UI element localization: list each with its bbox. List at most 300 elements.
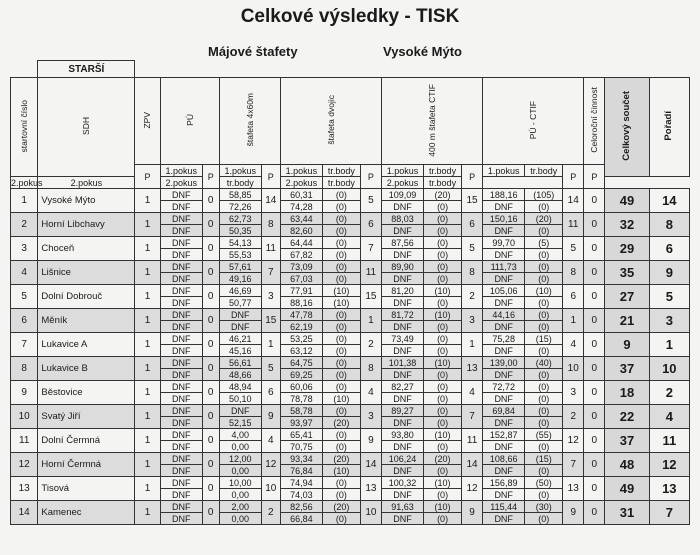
pu-ctif-attempt-1: 75,28: [483, 333, 525, 345]
relay-4x60-attempt-2: 0,00: [219, 465, 261, 477]
relay-4x60-points: 9: [261, 405, 280, 429]
relay-4x60-attempt-1: 54,13: [219, 237, 261, 249]
relay-4x60-attempt-2: 49,16: [219, 273, 261, 285]
ctif-400-attempt-1: 82,27: [381, 381, 423, 393]
pairs-penalty-1: (0): [322, 429, 360, 441]
pairs-points: 7: [360, 237, 381, 261]
pairs-attempt-1: 60,06: [280, 381, 322, 393]
start-number: 6: [11, 309, 38, 333]
pairs-penalty-2: (0): [322, 249, 360, 261]
pairs-attempt-1: 47,78: [280, 309, 322, 321]
ctif-400-penalty-1: (10): [424, 501, 462, 513]
pu-attempt-1: DNF: [160, 453, 202, 465]
pu-ctif-attempt-2: DNF: [483, 273, 525, 285]
pairs-attempt-1: 53,25: [280, 333, 322, 345]
pu-ctif-attempt-1: 152,87: [483, 429, 525, 441]
zpv-points: 1: [135, 381, 160, 405]
pairs-attempt-1: 64,44: [280, 237, 322, 249]
ctif-400-penalty-2: (0): [424, 249, 462, 261]
pu-ctif-attempt-2: DNF: [483, 345, 525, 357]
ctif-400-attempt-2: DNF: [381, 441, 423, 453]
ctif-400-points: 9: [462, 501, 483, 525]
pu-ctif-penalty-1: (105): [525, 189, 563, 201]
relay-4x60-attempt-2: 50,35: [219, 225, 261, 237]
pu-ctif-attempt-1: 72,72: [483, 381, 525, 393]
team-name: Tisová: [38, 477, 135, 501]
pu-attempt-1: DNF: [160, 309, 202, 321]
relay-4x60-attempt-2: 52,15: [219, 417, 261, 429]
start-number: 11: [11, 429, 38, 453]
pu-ctif-points: 3: [563, 381, 584, 405]
pairs-attempt-2: 69,25: [280, 369, 322, 381]
total-sum: 21: [605, 309, 649, 333]
ctif-400-points: 6: [462, 213, 483, 237]
pu-attempt-2: DNF: [160, 345, 202, 357]
pu-attempt-1: DNF: [160, 261, 202, 273]
pu-ctif-attempt-2: DNF: [483, 225, 525, 237]
celorocni-points: 0: [584, 477, 605, 501]
pu-ctif-attempt-1: 69,84: [483, 405, 525, 417]
ctif-400-penalty-2: (0): [424, 273, 462, 285]
relay-4x60-points: 4: [261, 429, 280, 453]
ctif-400-attempt-2: DNF: [381, 489, 423, 501]
team-name: Měník: [38, 309, 135, 333]
relay-4x60-attempt-2: 0,00: [219, 441, 261, 453]
celorocni-points: 0: [584, 429, 605, 453]
pairs-points: 6: [360, 213, 381, 237]
pu-attempt-1: DNF: [160, 501, 202, 513]
team-name: Choceň: [38, 237, 135, 261]
ctif-400-attempt-1: 89,27: [381, 405, 423, 417]
relay-4x60-points: 10: [261, 477, 280, 501]
pu-ctif-penalty-2: (0): [525, 513, 563, 525]
pairs-points: 10: [360, 501, 381, 525]
pairs-penalty-1: (0): [322, 309, 360, 321]
pu-ctif-attempt-1: 111,73: [483, 261, 525, 273]
pairs-penalty-1: (0): [322, 381, 360, 393]
pairs-attempt-2: 82,60: [280, 225, 322, 237]
pu-ctif-attempt-1: 99,70: [483, 237, 525, 249]
pu-points: 0: [202, 453, 219, 477]
pu-ctif-penalty-2: (0): [525, 465, 563, 477]
pairs-attempt-2: 67,82: [280, 249, 322, 261]
relay-4x60-attempt-1: 2,00: [219, 501, 261, 513]
ctif-400-attempt-2: DNF: [381, 249, 423, 261]
pu-attempt-2: DNF: [160, 417, 202, 429]
relay-4x60-points: 5: [261, 357, 280, 381]
pu-attempt-2: DNF: [160, 465, 202, 477]
sub-400m-pokus1: 1.pokus: [381, 165, 423, 177]
pu-ctif-penalty-2: (0): [525, 441, 563, 453]
final-rank: 3: [649, 309, 689, 333]
zpv-points: 1: [135, 477, 160, 501]
ctif-400-points: 12: [462, 477, 483, 501]
pairs-points: 15: [360, 285, 381, 309]
pairs-attempt-2: 70,75: [280, 441, 322, 453]
ctif-400-attempt-1: 73,49: [381, 333, 423, 345]
pairs-penalty-1: (10): [322, 285, 360, 297]
header-pu: PÚ: [184, 114, 195, 126]
pairs-penalty-2: (20): [322, 417, 360, 429]
pu-ctif-attempt-2: DNF: [483, 489, 525, 501]
team-name: Dolní Dobrouč: [38, 285, 135, 309]
start-number: 8: [11, 357, 38, 381]
team-name: Běstovice: [38, 381, 135, 405]
pairs-attempt-2: 93,97: [280, 417, 322, 429]
zpv-points: 1: [135, 453, 160, 477]
pu-ctif-penalty-1: (15): [525, 453, 563, 465]
pu-ctif-points: 10: [563, 357, 584, 381]
pu-ctif-attempt-1: 156,89: [483, 477, 525, 489]
pu-attempt-1: DNF: [160, 333, 202, 345]
pu-ctif-points: 6: [563, 285, 584, 309]
ctif-400-penalty-2: (0): [424, 489, 462, 501]
pu-attempt-2: DNF: [160, 489, 202, 501]
ctif-400-penalty-2: (0): [424, 393, 462, 405]
sub-400m-trbody2: tr.body: [322, 177, 360, 189]
start-number: 14: [11, 501, 38, 525]
ctif-400-attempt-1: 100,32: [381, 477, 423, 489]
pu-attempt-2: DNF: [160, 321, 202, 333]
sub-ctif-p: P: [563, 165, 584, 189]
sub-400m-pokus2: 2.pokus: [280, 177, 322, 189]
celorocni-points: 0: [584, 261, 605, 285]
pu-attempt-2: DNF: [160, 393, 202, 405]
pu-points: 0: [202, 477, 219, 501]
final-rank: 4: [649, 405, 689, 429]
pu-ctif-attempt-1: 44,16: [483, 309, 525, 321]
start-number: 9: [11, 381, 38, 405]
pairs-attempt-2: 67,03: [280, 273, 322, 285]
pairs-attempt-1: 64,75: [280, 357, 322, 369]
pairs-penalty-1: (0): [322, 357, 360, 369]
pu-ctif-penalty-1: (10): [525, 285, 563, 297]
pairs-attempt-2: 62,19: [280, 321, 322, 333]
ctif-400-penalty-2: (0): [424, 201, 462, 213]
ctif-400-attempt-1: 81,72: [381, 309, 423, 321]
zpv-points: 1: [135, 285, 160, 309]
pairs-points: 11: [360, 261, 381, 285]
start-number: 5: [11, 285, 38, 309]
sub-pu-p: P: [202, 165, 219, 189]
pairs-penalty-2: (0): [322, 345, 360, 357]
pu-attempt-2: DNF: [160, 369, 202, 381]
pu-ctif-attempt-2: DNF: [483, 321, 525, 333]
sub-zpv-p: P: [135, 165, 160, 189]
total-sum: 37: [605, 429, 649, 453]
ctif-400-points: 13: [462, 357, 483, 381]
pu-attempt-2: DNF: [160, 441, 202, 453]
pu-ctif-penalty-1: (30): [525, 501, 563, 513]
team-name: Horní Libchavy: [38, 213, 135, 237]
pairs-penalty-1: (0): [322, 213, 360, 225]
total-sum: 31: [605, 501, 649, 525]
relay-4x60-attempt-2: DNF: [219, 321, 261, 333]
header-start-no: startovní číslo: [19, 99, 30, 153]
relay-4x60-points: 3: [261, 285, 280, 309]
pu-points: 0: [202, 285, 219, 309]
relay-4x60-attempt-1: 48,94: [219, 381, 261, 393]
sub-stafeta-pokus2: 2.pokus: [38, 177, 135, 189]
zpv-points: 1: [135, 501, 160, 525]
pu-ctif-attempt-1: 150,16: [483, 213, 525, 225]
total-sum: 18: [605, 381, 649, 405]
team-name: Horní Čermná: [38, 453, 135, 477]
pairs-penalty-1: (0): [322, 405, 360, 417]
relay-4x60-attempt-1: 46,21: [219, 333, 261, 345]
pu-ctif-attempt-2: DNF: [483, 369, 525, 381]
pairs-penalty-2: (10): [322, 393, 360, 405]
pairs-attempt-2: 78,78: [280, 393, 322, 405]
pu-ctif-points: 8: [563, 261, 584, 285]
pu-points: 0: [202, 429, 219, 453]
relay-4x60-attempt-1: 10,00: [219, 477, 261, 489]
pu-ctif-points: 5: [563, 237, 584, 261]
celorocni-points: 0: [584, 213, 605, 237]
pu-ctif-penalty-1: (0): [525, 309, 563, 321]
ctif-400-attempt-1: 109,09: [381, 189, 423, 201]
pu-ctif-penalty-2: (0): [525, 393, 563, 405]
pu-attempt-2: DNF: [160, 297, 202, 309]
relay-4x60-attempt-1: DNF: [219, 405, 261, 417]
pairs-attempt-2: 74,28: [280, 201, 322, 213]
sub-celorocni-p: P: [584, 165, 605, 189]
relay-4x60-points: 1: [261, 333, 280, 357]
pu-points: 0: [202, 333, 219, 357]
pu-points: 0: [202, 309, 219, 333]
pairs-attempt-1: 93,34: [280, 453, 322, 465]
pairs-attempt-2: 63,12: [280, 345, 322, 357]
ctif-400-attempt-1: 91,63: [381, 501, 423, 513]
pairs-penalty-2: (0): [322, 441, 360, 453]
pu-ctif-penalty-2: (0): [525, 273, 563, 285]
pu-ctif-points: 4: [563, 333, 584, 357]
ctif-400-points: 11: [462, 429, 483, 453]
ctif-400-attempt-1: 81,20: [381, 285, 423, 297]
pu-ctif-points: 11: [563, 213, 584, 237]
pairs-attempt-1: 63,44: [280, 213, 322, 225]
final-rank: 2: [649, 381, 689, 405]
pu-ctif-penalty-1: (55): [525, 429, 563, 441]
final-rank: 6: [649, 237, 689, 261]
ctif-400-penalty-2: (0): [424, 465, 462, 477]
pu-points: 0: [202, 261, 219, 285]
relay-4x60-points: 2: [261, 501, 280, 525]
pu-ctif-points: 13: [563, 477, 584, 501]
zpv-points: 1: [135, 237, 160, 261]
pu-ctif-penalty-2: (0): [525, 201, 563, 213]
celorocni-points: 0: [584, 237, 605, 261]
pu-attempt-1: DNF: [160, 285, 202, 297]
page-title: Celkové výsledky - TISK: [240, 6, 460, 27]
pu-ctif-penalty-2: (0): [525, 297, 563, 309]
sub-stafeta-pokus1: 1.pokus: [219, 165, 261, 177]
pu-ctif-attempt-1: 108,66: [483, 453, 525, 465]
zpv-points: 1: [135, 261, 160, 285]
sub-dvojic-p: P: [360, 165, 381, 189]
pu-ctif-penalty-1: (40): [525, 357, 563, 369]
final-rank: 13: [649, 477, 689, 501]
header-stafeta-4x60: štafeta 4x60m: [244, 93, 255, 147]
ctif-400-penalty-1: (10): [424, 429, 462, 441]
relay-4x60-attempt-2: 45,16: [219, 345, 261, 357]
final-rank: 8: [649, 213, 689, 237]
celorocni-points: 0: [584, 285, 605, 309]
sub-ctif-trbody2: tr.body: [424, 177, 462, 189]
team-name: Kamenec: [38, 501, 135, 525]
ctif-400-penalty-1: (0): [424, 381, 462, 393]
celorocni-points: 0: [584, 501, 605, 525]
ctif-400-penalty-2: (0): [424, 345, 462, 357]
team-name: Lukavice B: [38, 357, 135, 381]
ctif-400-penalty-2: (0): [424, 441, 462, 453]
header-soucet: Celkový součet: [620, 91, 632, 161]
ctif-400-attempt-2: DNF: [381, 513, 423, 525]
ctif-400-penalty-2: (0): [424, 369, 462, 381]
pu-ctif-penalty-2: (0): [525, 249, 563, 261]
relay-4x60-attempt-1: 58,85: [219, 189, 261, 201]
pairs-penalty-1: (0): [322, 237, 360, 249]
celorocni-points: 0: [584, 309, 605, 333]
relay-4x60-points: 7: [261, 261, 280, 285]
pu-attempt-2: DNF: [160, 273, 202, 285]
ctif-400-penalty-1: (10): [424, 285, 462, 297]
pu-ctif-attempt-2: DNF: [483, 393, 525, 405]
results-table: [10, 60, 690, 525]
zpv-points: 1: [135, 405, 160, 429]
pairs-penalty-2: (0): [322, 369, 360, 381]
pu-ctif-attempt-1: 105,06: [483, 285, 525, 297]
start-number: 10: [11, 405, 38, 429]
zpv-points: 1: [135, 333, 160, 357]
pairs-attempt-2: 76,84: [280, 465, 322, 477]
ctif-400-penalty-1: (20): [424, 189, 462, 201]
pu-points: 0: [202, 405, 219, 429]
pairs-points: 8: [360, 357, 381, 381]
pairs-points: 13: [360, 477, 381, 501]
ctif-400-penalty-1: (10): [424, 477, 462, 489]
ctif-400-attempt-2: DNF: [381, 297, 423, 309]
total-sum: 22: [605, 405, 649, 429]
team-name: Svatý Jiří: [38, 405, 135, 429]
pairs-attempt-2: 66,84: [280, 513, 322, 525]
ctif-400-points: 7: [462, 405, 483, 429]
pairs-attempt-1: 82,56: [280, 501, 322, 513]
pu-points: 0: [202, 189, 219, 213]
relay-4x60-attempt-1: 62,73: [219, 213, 261, 225]
pu-ctif-penalty-1: (15): [525, 333, 563, 345]
pu-ctif-penalty-1: (0): [525, 381, 563, 393]
relay-4x60-attempt-1: 4,00: [219, 429, 261, 441]
ctif-400-penalty-1: (0): [424, 213, 462, 225]
ctif-400-points: 8: [462, 261, 483, 285]
pu-ctif-points: 1: [563, 309, 584, 333]
team-name: Dolní Čermná: [38, 429, 135, 453]
pu-ctif-attempt-2: DNF: [483, 441, 525, 453]
ctif-400-attempt-2: DNF: [381, 465, 423, 477]
zpv-points: 1: [135, 213, 160, 237]
ctif-400-attempt-2: DNF: [381, 345, 423, 357]
pu-points: 0: [202, 357, 219, 381]
relay-4x60-points: 6: [261, 381, 280, 405]
sub-pu-pokus1: 1.pokus: [160, 165, 202, 177]
sub-dvojic-pokus2: 2.pokus: [160, 177, 202, 189]
pairs-penalty-1: (0): [322, 189, 360, 201]
ctif-400-penalty-1: (20): [424, 453, 462, 465]
ctif-400-attempt-1: 89,90: [381, 261, 423, 273]
header-400m: 400 m štafeta CTIF: [427, 83, 438, 157]
ctif-400-penalty-1: (0): [424, 237, 462, 249]
relay-4x60-attempt-1: 57,61: [219, 261, 261, 273]
pu-ctif-attempt-2: DNF: [483, 297, 525, 309]
pairs-penalty-2: (0): [322, 273, 360, 285]
header-pu-ctif: PÚ - CTIF: [528, 100, 539, 140]
ctif-400-penalty-2: (0): [424, 513, 462, 525]
category-label: STARŠÍ: [38, 61, 135, 78]
pairs-penalty-2: (0): [322, 321, 360, 333]
sub-400m-p: P: [462, 165, 483, 189]
pairs-penalty-1: (0): [322, 261, 360, 273]
final-rank: 5: [649, 285, 689, 309]
pairs-points: 5: [360, 189, 381, 213]
pu-ctif-penalty-1: (0): [525, 261, 563, 273]
sub-400m-trbody: tr.body: [424, 165, 462, 177]
pu-attempt-1: DNF: [160, 237, 202, 249]
total-sum: 32: [605, 213, 649, 237]
pairs-attempt-2: 74,03: [280, 489, 322, 501]
pairs-penalty-2: (0): [322, 201, 360, 213]
pairs-penalty-1: (20): [322, 501, 360, 513]
pu-ctif-attempt-2: DNF: [483, 417, 525, 429]
ctif-400-penalty-1: (10): [424, 309, 462, 321]
pu-ctif-attempt-2: DNF: [483, 465, 525, 477]
ctif-400-attempt-1: 93,80: [381, 429, 423, 441]
ctif-400-attempt-1: 106,24: [381, 453, 423, 465]
pairs-attempt-1: 60,31: [280, 189, 322, 201]
relay-4x60-points: 15: [261, 309, 280, 333]
pu-ctif-attempt-1: 139,00: [483, 357, 525, 369]
pu-points: 0: [202, 501, 219, 525]
ctif-400-penalty-1: (10): [424, 357, 462, 369]
final-rank: 14: [649, 189, 689, 213]
ctif-400-points: 1: [462, 333, 483, 357]
pairs-points: 2: [360, 333, 381, 357]
relay-4x60-points: 14: [261, 189, 280, 213]
sub-dvojic-trbody2: tr.body: [219, 177, 261, 189]
pu-ctif-penalty-1: (20): [525, 213, 563, 225]
pu-attempt-2: DNF: [160, 201, 202, 213]
sub-ctif-trbody: tr.body: [525, 165, 563, 177]
pu-ctif-points: 12: [563, 429, 584, 453]
sub-dvojic-trbody: tr.body: [322, 165, 360, 177]
relay-4x60-attempt-2: 55,53: [219, 249, 261, 261]
header-poradi: Pořadí: [663, 111, 675, 141]
relay-4x60-attempt-1: 12,00: [219, 453, 261, 465]
start-number: 3: [11, 237, 38, 261]
final-rank: 10: [649, 357, 689, 381]
pu-attempt-1: DNF: [160, 213, 202, 225]
pu-points: 0: [202, 237, 219, 261]
pairs-points: 1: [360, 309, 381, 333]
relay-4x60-attempt-2: 50,77: [219, 297, 261, 309]
pu-ctif-points: 7: [563, 453, 584, 477]
ctif-400-attempt-2: DNF: [381, 369, 423, 381]
total-sum: 9: [605, 333, 649, 357]
ctif-400-attempt-2: DNF: [381, 417, 423, 429]
header-stafeta-dvojic: štafeta dvojic: [325, 95, 336, 145]
pu-points: 0: [202, 213, 219, 237]
pairs-penalty-2: (10): [322, 297, 360, 309]
